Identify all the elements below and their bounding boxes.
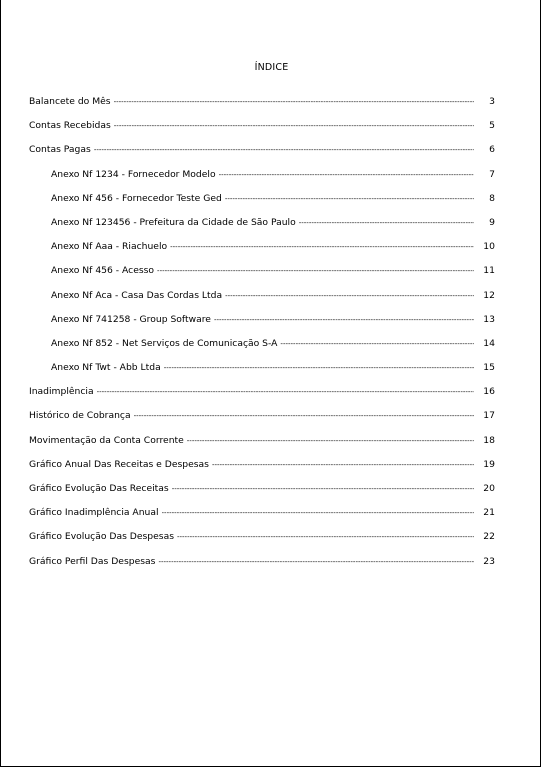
toc-entry-page: 23 bbox=[483, 555, 495, 567]
toc-entry-page: 16 bbox=[483, 386, 495, 398]
toc-entry-page: 9 bbox=[489, 216, 495, 228]
toc-entry-label: Anexo Nf 456 - Acesso bbox=[51, 265, 155, 277]
toc-entry-label: Gráfico Anual Das Receitas e Despesas bbox=[29, 458, 209, 470]
toc-entry[interactable] bbox=[29, 531, 495, 555]
toc-entry[interactable] bbox=[29, 483, 495, 507]
toc-subentry[interactable] bbox=[29, 265, 495, 289]
toc-entry[interactable] bbox=[29, 556, 495, 580]
toc-subentry[interactable] bbox=[29, 241, 495, 265]
toc-entry-label: Inadimplência bbox=[29, 386, 94, 398]
toc-subentry[interactable] bbox=[29, 290, 495, 314]
toc-subentry[interactable] bbox=[29, 314, 495, 338]
toc-entry-page: 22 bbox=[483, 531, 495, 543]
toc-entry-page: 12 bbox=[483, 289, 495, 301]
toc-entry-leader bbox=[225, 292, 474, 300]
toc-subentry[interactable] bbox=[29, 217, 495, 241]
toc-entry-leader bbox=[157, 267, 474, 275]
toc-entry-page: 15 bbox=[483, 362, 495, 374]
toc-entry-leader bbox=[214, 316, 474, 324]
toc-entry-label: Balancete do Mês bbox=[29, 96, 111, 107]
toc-entry-label: Histórico de Cobrança bbox=[29, 410, 131, 422]
toc-entry-label: Contas Pagas bbox=[29, 144, 91, 156]
toc-entry-page: 18 bbox=[483, 434, 495, 446]
toc-entry-leader bbox=[280, 340, 474, 348]
toc-subentry[interactable] bbox=[29, 193, 495, 217]
toc-entry-label: Gráfico Evolução Das Receitas bbox=[29, 483, 169, 494]
toc-entry-leader bbox=[134, 412, 474, 420]
toc-entry-leader bbox=[164, 364, 474, 372]
toc-subentry[interactable] bbox=[29, 338, 495, 362]
toc-entry[interactable] bbox=[29, 459, 495, 483]
toc-entry-page: 7 bbox=[489, 168, 495, 180]
toc-entry-label: Gráfico Evolução Das Despesas bbox=[29, 531, 174, 543]
toc-entry-leader bbox=[94, 146, 474, 154]
toc-entry-page: 11 bbox=[483, 265, 495, 277]
toc-entry[interactable] bbox=[29, 410, 495, 434]
toc-entry[interactable] bbox=[29, 435, 495, 459]
toc-entry-label: Anexo Nf 852 - Net Serviços de Comunicação S-A bbox=[51, 337, 278, 349]
toc-entry-page: 20 bbox=[483, 483, 495, 494]
toc-entry-label: Gráfico Perfil Das Despesas bbox=[29, 555, 156, 567]
toc-entry-label: Anexo Nf 741258 - Group Software bbox=[51, 313, 211, 325]
toc-entry-page: 13 bbox=[483, 313, 495, 325]
toc-entry-label: Contas Recebidas bbox=[29, 120, 111, 132]
toc-entry-leader bbox=[219, 171, 474, 179]
toc-entry-page: 10 bbox=[483, 241, 495, 253]
toc-entry-leader bbox=[299, 219, 474, 227]
toc-entry-leader bbox=[172, 485, 474, 493]
toc-entry[interactable] bbox=[29, 507, 495, 531]
page-title: ÍNDICE bbox=[254, 62, 289, 73]
toc-entry[interactable] bbox=[29, 120, 495, 144]
toc-entry[interactable] bbox=[29, 96, 495, 120]
toc-entry-page: 17 bbox=[483, 410, 495, 422]
toc-entry-leader bbox=[225, 195, 474, 203]
toc-entry-leader bbox=[158, 558, 474, 566]
toc-entry-label: Anexo Nf 1234 - Fornecedor Modelo bbox=[51, 168, 216, 180]
toc-entry-leader bbox=[170, 243, 474, 251]
toc-entry-label: Gráfico Inadimplência Anual bbox=[29, 507, 159, 519]
toc-entry-page: 6 bbox=[489, 144, 495, 156]
toc-entry-leader bbox=[97, 388, 474, 396]
toc-entry-leader bbox=[114, 122, 474, 130]
toc-entry-page: 5 bbox=[489, 120, 495, 132]
toc-entry-label: Anexo Nf 123456 - Prefeitura da Cidade de São Paulo bbox=[51, 216, 296, 228]
toc-entry-page: 3 bbox=[489, 96, 495, 107]
toc-entry[interactable] bbox=[29, 386, 495, 410]
toc-entry-label: Anexo Nf Aca - Casa Das Cordas Ltda bbox=[51, 289, 223, 301]
toc-entry-leader bbox=[212, 461, 474, 469]
toc-subentry[interactable] bbox=[29, 362, 495, 386]
toc-entry-page: 21 bbox=[483, 507, 495, 519]
toc-entry-label: Anexo Nf Aaa - Riachuelo bbox=[51, 241, 168, 253]
toc-entry[interactable] bbox=[29, 144, 495, 168]
toc-entry-label: Anexo Nf Twt - Abb Ltda bbox=[51, 362, 161, 374]
toc-entry-page: 8 bbox=[489, 192, 495, 204]
toc-entry-leader bbox=[177, 533, 474, 541]
toc-entry-leader bbox=[187, 437, 474, 445]
toc-entry-leader bbox=[162, 509, 474, 517]
toc-entry-page: 19 bbox=[483, 458, 495, 470]
toc-entry-label: Movimentação da Conta Corrente bbox=[29, 434, 184, 446]
toc-entry-label: Anexo Nf 456 - Fornecedor Teste Ged bbox=[51, 192, 222, 204]
toc-entry-leader bbox=[114, 98, 474, 106]
toc-entry-page: 14 bbox=[483, 337, 495, 349]
table-of-contents bbox=[29, 96, 495, 580]
toc-subentry[interactable] bbox=[29, 169, 495, 193]
